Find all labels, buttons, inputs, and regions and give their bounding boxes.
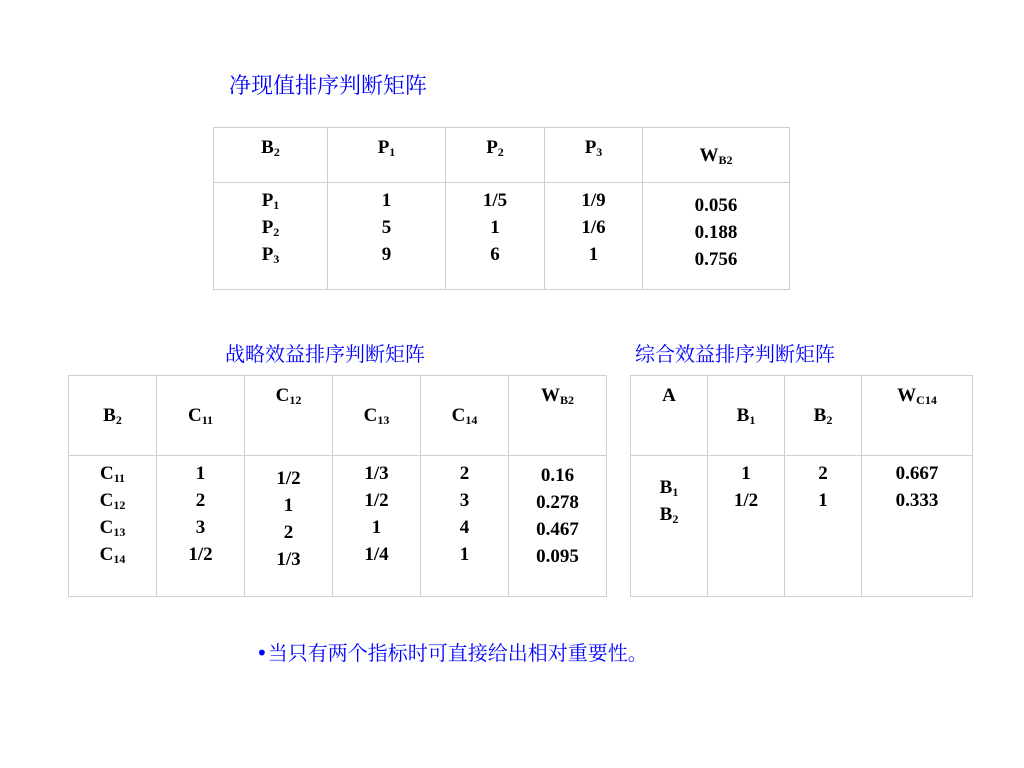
cell-value: 1/6 (581, 217, 606, 238)
header-p3: $P_3$ (545, 128, 643, 183)
weight-value: 0.095 (536, 546, 579, 567)
header-c13: $C_{13}$ (333, 376, 421, 456)
row-labels (69, 456, 157, 597)
row-labels (631, 456, 708, 597)
row-label: $C_{12}$ (99, 490, 126, 512)
row-label: $C_{14}$ (99, 544, 126, 566)
cell-value: 1/9 (581, 190, 606, 211)
column-c14-values (421, 456, 509, 597)
footnote: •当只有两个指标时可直接给出相对重要性。 (256, 641, 648, 665)
cell-value: 1 (459, 544, 470, 565)
cell-value: 1 (490, 217, 500, 238)
cell-value: 1/2 (188, 544, 213, 565)
column-c13-values (333, 456, 421, 597)
column-c12-values (245, 456, 333, 597)
header-c12: $C_{12}$ (245, 376, 333, 456)
strategic-matrix-title: 战略效益排序判断矩阵 (225, 342, 425, 366)
cell-value: 2 (459, 463, 470, 484)
weight-value: 0.333 (895, 490, 939, 511)
weight-value: 0.056 (694, 195, 738, 216)
cell-value: 2 (283, 522, 294, 543)
weight-value: 0.756 (694, 249, 738, 270)
column-c11-values (157, 456, 245, 597)
row-label: $B_1$ (659, 477, 679, 499)
cell-value: 1/2 (733, 490, 759, 511)
row-label: $B_2$ (659, 504, 679, 526)
weight-value: 0.188 (694, 222, 738, 243)
cell-value: 1 (588, 244, 599, 265)
cell-value: 1 (195, 463, 206, 484)
cell-value: 2 (818, 463, 828, 484)
cell-value: 1/5 (482, 190, 508, 211)
cell-value: 6 (490, 244, 500, 265)
column-p3-values (545, 183, 643, 290)
cell-value: 9 (381, 244, 392, 265)
row-label: $C_{13}$ (99, 517, 126, 539)
header-c11: $C_{11}$ (157, 376, 245, 456)
cell-value: 2 (195, 490, 206, 511)
header-weight: $W_{B2}$ (509, 376, 607, 456)
weight-values (643, 183, 790, 290)
header-c14: $C_{14}$ (421, 376, 509, 456)
column-b1-values (708, 456, 785, 597)
row-label: $P_2$ (261, 217, 280, 239)
npv-judgment-matrix (213, 127, 790, 290)
overall-matrix-title: 综合效益排序判断矩阵 (635, 342, 835, 366)
column-p1-values (328, 183, 446, 290)
row-labels (214, 183, 328, 290)
column-b2-values (785, 456, 862, 597)
cell-value: 1 (818, 490, 828, 511)
weight-value: 0.16 (540, 465, 575, 486)
cell-value: 1/2 (364, 490, 389, 511)
weight-value: 0.278 (536, 492, 579, 513)
header-p1: $P_1$ (328, 128, 446, 183)
cell-value: 1/3 (276, 549, 301, 570)
weight-value: 0.667 (895, 463, 939, 484)
header-weight: $W_{C14}$ (862, 376, 973, 456)
cell-value: 5 (381, 217, 392, 238)
header-a: A (631, 376, 708, 456)
cell-value: 1 (741, 463, 751, 484)
npv-matrix-title: 净现值排序判断矩阵 (229, 74, 428, 99)
cell-value: 1/3 (364, 463, 389, 484)
strategic-judgment-matrix (68, 375, 607, 597)
row-label: $P_1$ (261, 190, 280, 212)
row-label: $C_{11}$ (99, 463, 126, 485)
cell-value: 1 (371, 517, 382, 538)
header-p2: $P_2$ (446, 128, 545, 183)
header-b2: $B_2$ (214, 128, 328, 183)
column-p2-values (446, 183, 545, 290)
cell-value: 3 (459, 490, 470, 511)
weight-values (509, 456, 607, 597)
cell-value: 1 (283, 495, 294, 516)
header-weight: $W_{B2}$ (643, 128, 790, 183)
weight-values (862, 456, 973, 597)
overall-judgment-matrix (630, 375, 973, 597)
cell-value: 1 (381, 190, 392, 211)
weight-value: 0.467 (536, 519, 579, 540)
cell-value: 1/4 (364, 544, 389, 565)
cell-value: 4 (459, 517, 470, 538)
row-label: $P_3$ (261, 244, 280, 266)
header-b2: $B_2$ (69, 376, 157, 456)
cell-value: 1/2 (276, 468, 301, 489)
cell-value: 3 (195, 517, 206, 538)
header-b1: $B_1$ (708, 376, 785, 456)
header-b2: $B_2$ (785, 376, 862, 456)
